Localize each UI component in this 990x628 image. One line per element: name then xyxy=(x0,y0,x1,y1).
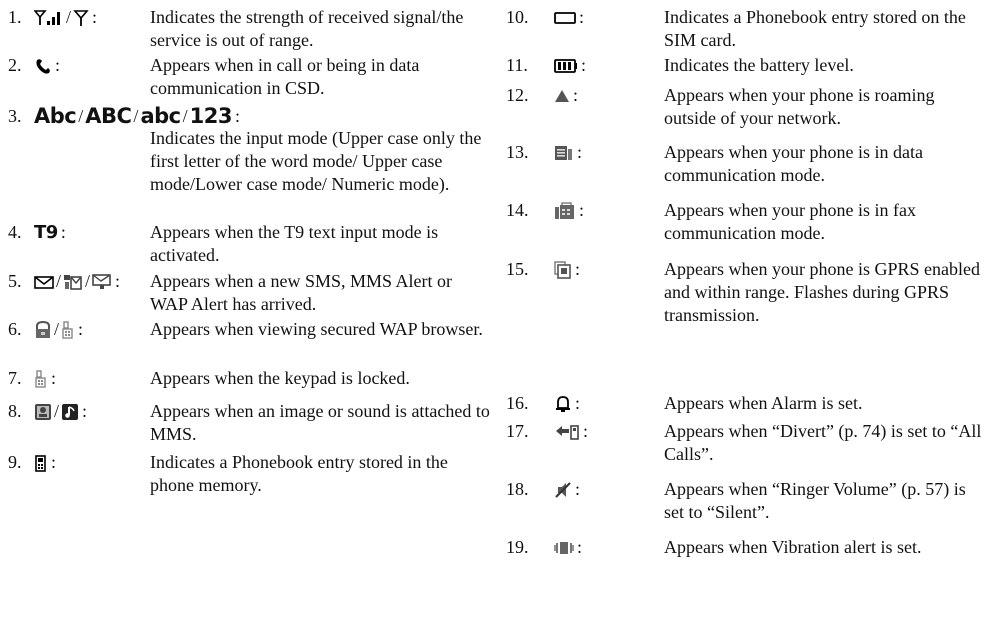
item-description: Appears when a new SMS, MMS Alert or WAP Alert has arrived. xyxy=(150,271,452,314)
item-description: Indicates a Phonebook entry stored in the phone memory. xyxy=(150,452,448,495)
item-icons: : xyxy=(554,392,580,415)
item-description: Indicates the input mode (Upper case only the first letter of the word mode/ Upper case mode/Lower case mode/ Numeric mode). xyxy=(150,128,482,194)
item-number: 13. xyxy=(506,142,529,162)
input-mode-abc-capital-icon: Abc xyxy=(34,104,77,128)
item-description: Appears when your phone is in data communication mode. xyxy=(664,142,923,185)
roaming-icon xyxy=(554,88,570,104)
item-description: Appears when your phone is in fax communication mode. xyxy=(664,200,916,243)
item-number: 17. xyxy=(506,421,529,441)
item-number: 8. xyxy=(8,401,22,421)
secure-wap-icon xyxy=(34,321,52,339)
item-number: 14. xyxy=(506,200,529,220)
silent-ringer-icon xyxy=(554,481,572,499)
item-icons: : xyxy=(554,199,584,222)
item-icons: : xyxy=(554,84,578,107)
item-icons: : xyxy=(554,54,586,77)
item-icons: T9 : xyxy=(34,222,66,243)
item-icons: : xyxy=(554,6,584,29)
item-number: 9. xyxy=(8,452,22,472)
item-number: 1. xyxy=(8,7,22,27)
sms-envelope-icon xyxy=(34,274,54,290)
item-icons: : xyxy=(34,451,56,474)
item-icons: : xyxy=(34,367,56,390)
item-icons: / : xyxy=(34,6,97,29)
divert-icon xyxy=(554,423,580,441)
vibration-icon xyxy=(554,539,574,557)
item-description: Appears when your phone is GPRS enabled and within range. Flashes during GPRS transmission. xyxy=(664,259,980,325)
signal-bars-icon xyxy=(34,9,64,27)
item-description: Appears when Alarm is set. xyxy=(664,393,863,413)
item-description: Appears when “Ringer Volume” (p. 57) is set to “Silent”. xyxy=(664,479,966,522)
item-number: 6. xyxy=(8,319,22,339)
item-icons: : xyxy=(554,420,588,443)
item-icons: : xyxy=(554,478,580,501)
item-number: 4. xyxy=(8,222,22,242)
call-handset-icon xyxy=(34,57,52,75)
item-description: Appears when Vibration alert is set. xyxy=(664,537,922,557)
item-number: 10. xyxy=(506,7,529,27)
out-of-range-antenna-icon xyxy=(73,9,89,27)
item-number: 3. xyxy=(8,106,22,126)
sim-card-icon xyxy=(554,11,576,25)
mms-sound-icon xyxy=(61,403,79,421)
keypad-lock-icon xyxy=(34,370,48,388)
item-description: Appears when the T9 text input mode is activated. xyxy=(150,222,439,265)
item-description: Appears when in call or being in data communication in CSD. xyxy=(150,55,420,98)
item-number: 19. xyxy=(506,537,529,557)
item-icons: : xyxy=(554,258,580,281)
item-icons: / : xyxy=(34,318,83,341)
item-description: Appears when the keypad is locked. xyxy=(150,368,410,388)
mms-image-icon xyxy=(34,403,52,421)
item-description: Appears when an image or sound is attached to MMS. xyxy=(150,401,490,444)
item-description: Appears when your phone is roaming outside of your network. xyxy=(664,85,935,128)
item-description: Indicates the battery level. xyxy=(664,55,854,75)
lock-keypad-icon xyxy=(61,321,75,339)
item-description: Appears when “Divert” (p. 74) is set to “All Calls”. xyxy=(664,421,982,464)
item-icons: / / : xyxy=(34,270,120,293)
item-icons: / : xyxy=(34,400,87,423)
item-number: 5. xyxy=(8,271,22,291)
input-mode-numeric-icon: 123 xyxy=(189,104,232,128)
input-mode-icons: Abc / ABC / abc / 123 : xyxy=(34,104,240,128)
item-description: Indicates the strength of received signal/the service is out of range. xyxy=(150,7,464,50)
item-number: 12. xyxy=(506,85,529,105)
item-number: 2. xyxy=(8,55,22,75)
item-number: 7. xyxy=(8,368,22,388)
item-description: Indicates a Phonebook entry stored on the SIM card. xyxy=(664,7,966,50)
alarm-bell-icon xyxy=(554,395,572,413)
item-description: Appears when viewing secured WAP browser. xyxy=(150,319,483,339)
item-number: 15. xyxy=(506,259,529,279)
item-icons: : xyxy=(554,536,582,559)
item-icons: : xyxy=(34,54,60,77)
item-number: 18. xyxy=(506,479,529,499)
battery-icon xyxy=(554,58,578,74)
gprs-icon xyxy=(554,261,572,279)
input-mode-lower-icon: abc xyxy=(140,104,181,128)
item-number: 16. xyxy=(506,393,529,413)
t9-icon: T9 xyxy=(34,222,58,243)
input-mode-upper-icon: ABC xyxy=(85,104,132,128)
wap-alert-icon xyxy=(92,273,112,291)
fax-mode-icon xyxy=(554,202,576,220)
data-mode-icon xyxy=(554,144,574,162)
phone-memory-icon xyxy=(34,454,48,472)
item-number: 11. xyxy=(506,55,528,75)
item-icons: : xyxy=(554,141,582,164)
mms-alert-icon xyxy=(63,273,83,291)
